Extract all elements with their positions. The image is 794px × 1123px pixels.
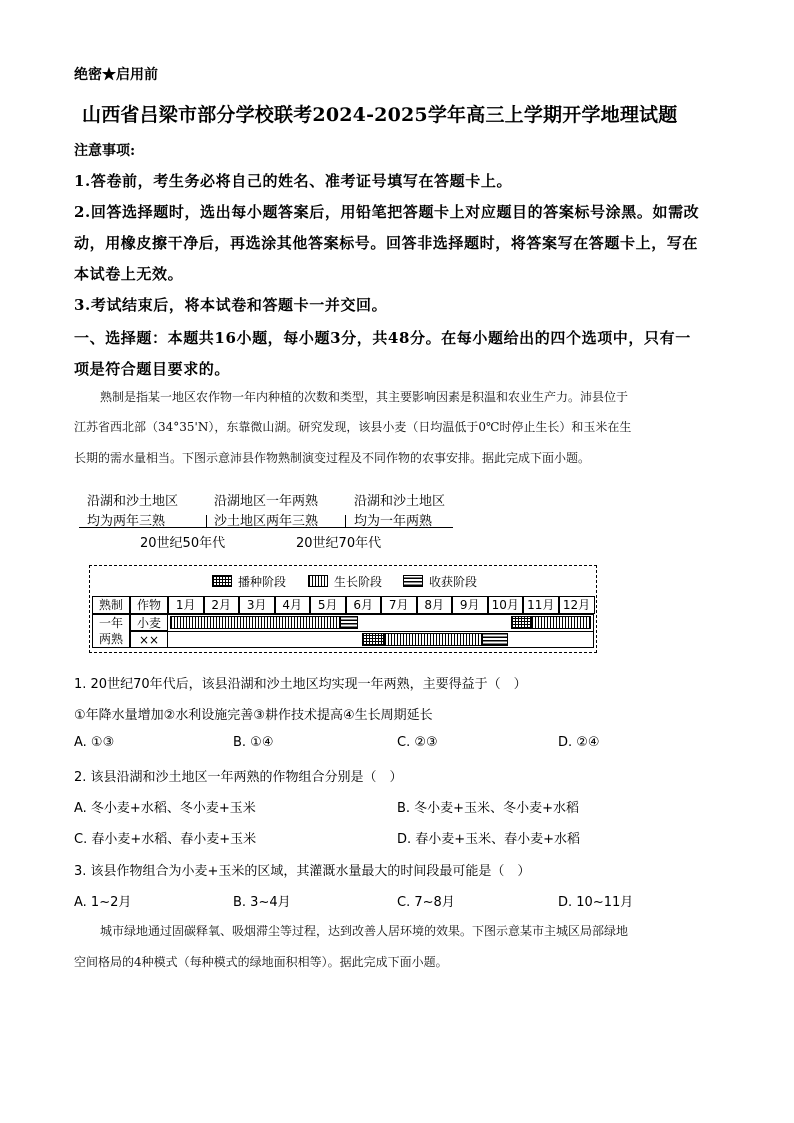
q2-option-c[interactable]: C. 春小麦+水稻、春小麦+玉米 <box>74 832 257 847</box>
month-header-8: 8月 <box>417 596 453 614</box>
growing-legend-swatch <box>308 575 328 587</box>
harvest-legend-swatch <box>403 575 423 587</box>
wheat-sowing-bar <box>511 616 531 629</box>
q3-option-c[interactable]: C. 7~8月 <box>397 895 455 910</box>
timeline-seg1-line2: 均为两年三熟 <box>87 514 166 529</box>
q3-option-b[interactable]: B. 3~4月 <box>233 895 291 910</box>
intro-1-line-2: 江苏省西北部（34°35'N），东靠微山湖。研究发现，该县小麦（日均温低于0℃时停止生长）和玉米在生 <box>74 420 632 434</box>
timeline-era-2: 20世纪70年代 <box>296 536 382 551</box>
sowing-legend-swatch <box>212 575 232 587</box>
month-header-2: 2月 <box>204 596 240 614</box>
q2-option-a[interactable]: A. 冬小麦+水稻、冬小麦+玉米 <box>74 801 256 816</box>
timeline-tick-1 <box>206 515 207 527</box>
note-item-2-line-2: 动，用橡皮擦干净后，再选涂其他答案标号。回答非选择题时，将答案写在答题卡上，写在 <box>74 234 699 252</box>
q1-option-d[interactable]: D. ②④ <box>558 735 600 750</box>
crop-wheat: 小麦 <box>130 614 168 631</box>
timeline-seg3-line1: 沿湖和沙土地区 <box>354 494 446 509</box>
month-header-5: 5月 <box>310 596 346 614</box>
wheat-growing-bar-winter <box>531 616 591 629</box>
q2-option-d[interactable]: D. 春小麦+玉米、春小麦+水稻 <box>397 832 581 847</box>
note-item-2-line-1: 2.回答选择题时，选出每小题答案后，用铅笔把答题卡上对应题目的答案标号涂黑。如需改 <box>74 203 700 221</box>
sowing-legend-label: 播种阶段 <box>238 575 287 589</box>
timeline-axis <box>79 527 453 528</box>
col-header-shuzhi: 熟制 <box>92 596 130 614</box>
q1-option-b[interactable]: B. ①④ <box>233 735 274 750</box>
growing-legend-label: 生长阶段 <box>334 575 383 589</box>
confidential-mark: 绝密★启用前 <box>74 67 158 83</box>
q1-option-c[interactable]: C. ②③ <box>397 735 438 750</box>
month-header-6: 6月 <box>346 596 382 614</box>
month-header-12: 12月 <box>559 596 595 614</box>
intro-2-line-2: 空间格局的4种模式（每种模式的绿地面积相等）。据此完成下面小题。 <box>74 955 448 969</box>
wheat-growing-bar-spring <box>170 616 340 629</box>
row-label-yinian: 一年 <box>92 614 130 631</box>
note-item-1: 1.答卷前，考生务必将自己的姓名、准考证号填写在答题卡上。 <box>74 172 513 190</box>
col-header-crop: 作物 <box>130 596 168 614</box>
question-2: 2. 该县沿湖和沙土地区一年两熟的作物组合分别是（ ） <box>74 770 403 785</box>
month-header-11: 11月 <box>523 596 559 614</box>
question-1: 1. 20世纪70年代后，该县沿湖和沙土地区均实现一年两熟，主要得益于（ ） <box>74 677 527 692</box>
question-1-items: ①年降水量增加②水利设施完善③耕作技术提高④生长周期延长 <box>74 708 433 723</box>
timeline-tick-2 <box>345 515 346 527</box>
section-1-line-2: 项是符合题目要求的。 <box>74 360 231 378</box>
wheat-harvest-bar <box>340 616 358 629</box>
crop-schedule-figure <box>89 565 597 653</box>
page-title: 山西省吕梁市部分学校联考2024-2025学年高三上学期开学地理试题 <box>82 104 678 126</box>
timeline-seg1-line1: 沿湖和沙土地区 <box>87 494 179 509</box>
q3-option-d[interactable]: D. 10~11月 <box>558 895 634 910</box>
question-3: 3. 该县作物组合为小麦+玉米的区域，其灌溉水量最大的时间段最可能是（ ） <box>74 864 531 879</box>
note-item-2-line-3: 本试卷上无效。 <box>74 265 184 283</box>
intro-1-line-3: 长期的需水量相当。下图示意沛县作物熟制演变过程及不同作物的农事安排。据此完成下面小题。 <box>74 451 591 465</box>
crop-xx: ×× <box>130 631 168 648</box>
timeline-seg2-line1: 沿湖地区一年两熟 <box>214 494 319 509</box>
month-header-1: 1月 <box>168 596 204 614</box>
month-header-9: 9月 <box>452 596 488 614</box>
second-crop-harvest-bar <box>482 633 508 646</box>
timeline-seg2-line2: 沙土地区两年三熟 <box>214 514 319 529</box>
q1-option-a[interactable]: A. ①③ <box>74 735 115 750</box>
note-item-3: 3.考试结束后，将本试卷和答题卡一并交回。 <box>74 296 388 314</box>
section-1-line-1: 一、选择题：本题共16小题，每小题3分，共48分。在每小题给出的四个选项中，只有一 <box>74 329 691 347</box>
month-header-10: 10月 <box>488 596 524 614</box>
notes-heading: 注意事项: <box>74 143 136 159</box>
row-label-liangshu: 两熟 <box>92 631 130 648</box>
timeline-era-1: 20世纪50年代 <box>140 536 226 551</box>
month-header-4: 4月 <box>275 596 311 614</box>
intro-1-line-1: 熟制是指某一地区农作物一年内种植的次数和类型，其主要影响因素是积温和农业生产力。沛县位于 <box>100 390 629 404</box>
schedule-row-divider <box>168 631 594 632</box>
second-crop-sowing-bar <box>362 633 384 646</box>
harvest-legend-label: 收获阶段 <box>429 575 478 589</box>
timeline-seg3-line2: 均为一年两熟 <box>354 514 433 529</box>
month-header-3: 3月 <box>239 596 275 614</box>
second-crop-growing-bar <box>384 633 482 646</box>
month-header-7: 7月 <box>381 596 417 614</box>
q2-option-b[interactable]: B. 冬小麦+玉米、冬小麦+水稻 <box>397 801 579 816</box>
intro-2-line-1: 城市绿地通过固碳释氧、吸烟滞尘等过程，达到改善人居环境的效果。下图示意某市主城区局部绿地 <box>100 924 629 938</box>
q3-option-a[interactable]: A. 1~2月 <box>74 895 132 910</box>
